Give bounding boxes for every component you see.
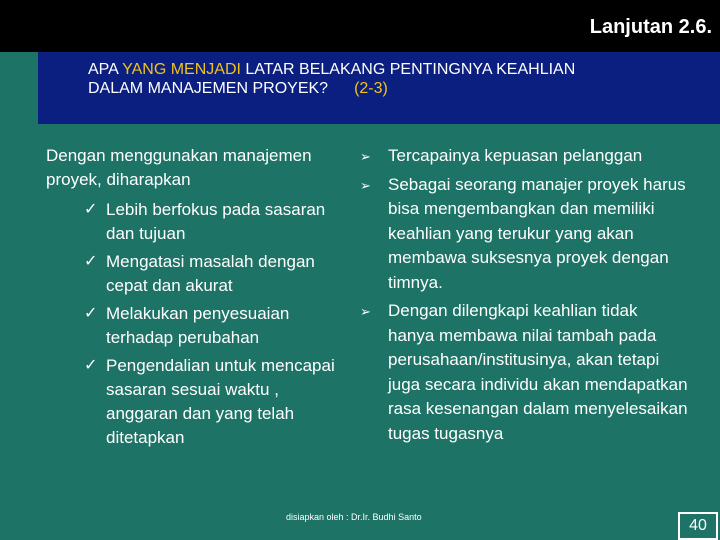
- arrow-item-text: Tercapainya kepuasan pelanggan: [388, 146, 643, 165]
- checkmark-icon: ✓: [84, 357, 98, 374]
- slide-title: [88, 60, 688, 98]
- check-item: [46, 354, 346, 450]
- checkmark-icon: ✓: [84, 253, 98, 270]
- checkmark-icon: ✓: [84, 305, 98, 322]
- left-intro: Dengan menggunakan manajemen proyek, diharapkan: [46, 146, 312, 189]
- check-item-text: Melakukan penyesuaian terhadap perubahan: [106, 304, 290, 347]
- slide-label: Lanjutan 2.6.: [589, 16, 712, 38]
- title-part-4: DALAM MANAJEMEN PROYEK?: [88, 80, 329, 97]
- title-part-1: APA: [88, 61, 123, 78]
- arrow-bullet-icon: ➢: [360, 177, 371, 193]
- check-item-text: Lebih berfokus pada sasaran dan tujuan: [106, 200, 326, 243]
- check-item: [46, 198, 346, 246]
- arrow-item: [360, 299, 688, 446]
- arrow-bullet-icon: ➢: [360, 149, 371, 164]
- check-item: [46, 250, 346, 298]
- arrow-item: [360, 144, 688, 169]
- top-bar: [0, 0, 720, 52]
- arrow-list: [360, 144, 688, 446]
- arrow-item-text: Dengan dilengkapi keahlian tidak hanya membawa nilai tambah pada perusahaan/institusinya, akan tetapi juga secara individu akan mendapatkan rasa kesenangan dalam menyelesaikan tugas tugasnya: [388, 301, 688, 443]
- left-column: [46, 144, 346, 454]
- title-highlight: YANG MENJADI: [122, 61, 241, 78]
- title-part-3: LATAR BELAKANG PENTINGNYA KEAHLIAN: [240, 61, 576, 78]
- arrow-item-text: Sebagai seorang manajer proyek harus bisa mengembangkan dan memiliki keahlian yang terukur yang akan membawa suksesnya proyek dengan timnya.: [388, 174, 686, 292]
- footer-credit: disiapkan oleh : Dr.Ir. Budhi Santo: [286, 512, 422, 522]
- title-range: (2-3): [354, 80, 388, 97]
- check-item-text: Mengatasi masalah dengan cepat dan akurat: [106, 252, 315, 295]
- right-column: [360, 144, 688, 450]
- arrow-bullet-icon: ➢: [360, 304, 371, 319]
- check-item: [46, 302, 346, 350]
- checkmark-icon: ✓: [84, 201, 98, 218]
- check-item-text: Pengendalian untuk mencapai sasaran sesuai waktu , anggaran dan yang telah ditetapkan: [106, 356, 335, 447]
- page-number: 40: [678, 512, 718, 540]
- arrow-item: [360, 173, 688, 296]
- title-box: [38, 52, 720, 124]
- check-list: [46, 198, 346, 450]
